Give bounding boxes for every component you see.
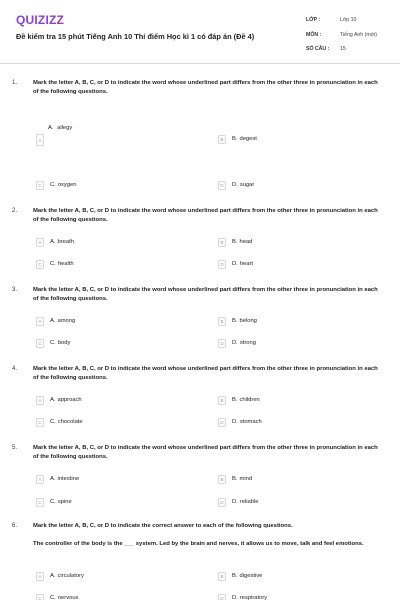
question-1-text: Mark the letter A, B, C, or D to indicate the word whose underlined part differs from the other three in pronunciation in each of the following questions.: [33, 80, 378, 95]
question-1-option-b[interactable]: B B. degest: [218, 134, 257, 144]
question-3-number: 3.: [12, 287, 18, 293]
header: [0, 0, 400, 60]
option-d-box: D: [218, 498, 226, 507]
option-d-box: D: [218, 339, 226, 348]
question-2-number: 2.: [12, 208, 18, 214]
question-6-text: Mark the letter A, B, C, or D to indicate the correct answer to each of the following questions.: [33, 523, 293, 529]
question-1-option-d[interactable]: D D. sugar: [218, 180, 254, 190]
question-3-option-b[interactable]: B B. belong: [218, 316, 257, 326]
question-4-option-b[interactable]: B B. children: [218, 395, 260, 405]
option-c-box: C: [36, 260, 44, 269]
option-d-box: D: [218, 260, 226, 269]
meta-question-count: [306, 46, 346, 52]
option-b-box: B: [218, 396, 226, 405]
question-3-text: Mark the letter A, B, C, or D to indicate the word whose underlined part differs from the other three in pronunciation in each of the following questions.: [33, 287, 378, 302]
question-4-option-a[interactable]: A A. approach: [36, 395, 82, 405]
question-6-option-d[interactable]: D D. respiratory: [218, 593, 267, 600]
option-a-box: A: [36, 134, 44, 146]
question-2-text: Mark the letter A, B, C, or D to indicate the word whose underlined part differs from the other three in pronunciation in each of the following questions.: [33, 208, 378, 223]
header-divider: [0, 63, 400, 64]
question-2-option-c[interactable]: C C. health: [36, 259, 74, 269]
question-1-number: 1.: [12, 80, 18, 86]
question-4-option-d[interactable]: D D. stomach: [218, 417, 262, 427]
meta-grade-label: LỚP :: [306, 17, 321, 23]
option-c-box: C: [36, 594, 44, 600]
question-2-option-d[interactable]: D D. heart: [218, 259, 253, 269]
question-4-number: 4.: [12, 366, 18, 372]
meta-subject-label: MÔN :: [306, 32, 322, 38]
option-a-box: A: [36, 572, 44, 581]
meta-question-count-label: SỐ CÂU :: [306, 46, 330, 52]
meta-grade-value: Lớp 10: [340, 17, 357, 23]
question-4-text: Mark the letter A, B, C, or D to indicate the word whose underlined part differs from the other three in pronunciation in each of the following questions.: [33, 366, 378, 381]
option-a-box: A: [36, 317, 44, 326]
question-1-option-c[interactable]: C C. oxygen: [36, 180, 77, 190]
option-b-box: B: [218, 238, 226, 247]
option-b-box: B: [218, 317, 226, 326]
question-5-option-c[interactable]: C C. spine: [36, 497, 72, 507]
question-6-option-a[interactable]: A A. circulatory: [36, 571, 84, 581]
question-5-option-b[interactable]: B B. mind: [218, 474, 252, 484]
question-3-option-c[interactable]: C C. body: [36, 338, 70, 348]
question-5-option-d[interactable]: D D. reliable: [218, 497, 259, 507]
option-c-box: C: [36, 181, 44, 190]
option-b-box: B: [218, 135, 226, 144]
question-2-option-a[interactable]: A A. breath: [36, 237, 74, 247]
document-title: Đề kiểm tra 15 phút Tiếng Anh 10 Thí điểm Học kì 1 có đáp án (Đề 4): [16, 32, 255, 41]
option-d-box: D: [218, 418, 226, 427]
quizizz-logo: QUIZIZZ: [16, 13, 65, 27]
meta-subject-value: Tiếng Anh (mới): [340, 32, 377, 38]
option-c-box: C: [36, 339, 44, 348]
meta-subject: [306, 32, 377, 38]
question-5-number: 5.: [12, 445, 18, 451]
question-5-text: Mark the letter A, B, C, or D to indicate the word whose underlined part differs from the other three in pronunciation in each of the following questions.: [33, 445, 378, 460]
question-6-option-c[interactable]: C C. nervous: [36, 593, 78, 600]
option-a-box: A: [36, 396, 44, 405]
option-c-box: C: [36, 498, 44, 507]
question-1-option-a-text: A. allegy: [48, 125, 73, 131]
question-6-option-b[interactable]: B B. digestive: [218, 571, 262, 581]
question-6-number: 6.: [12, 523, 18, 529]
question-5-option-a[interactable]: A A. intestine: [36, 474, 79, 484]
question-3-option-d[interactable]: D D. strong: [218, 338, 256, 348]
meta-grade: [306, 17, 356, 23]
question-1-option-a[interactable]: [36, 125, 72, 146]
option-b-box: B: [218, 572, 226, 581]
option-c-box: C: [36, 418, 44, 427]
question-3-option-a[interactable]: A A. among: [36, 316, 75, 326]
question-4-option-c[interactable]: C C. chocolate: [36, 417, 83, 427]
question-2-option-b[interactable]: B B. head: [218, 237, 252, 247]
option-d-box: D: [218, 594, 226, 600]
option-b-box: B: [218, 475, 226, 484]
meta-question-count-value: 15: [340, 46, 346, 52]
option-d-box: D: [218, 181, 226, 190]
option-a-box: A: [36, 238, 44, 247]
option-a-box: A: [36, 475, 44, 484]
question-6-stem: The controller of the body is the ___ system. Led by the brain and nerves, it allows us to move, talk and feel emotions.: [33, 541, 364, 547]
